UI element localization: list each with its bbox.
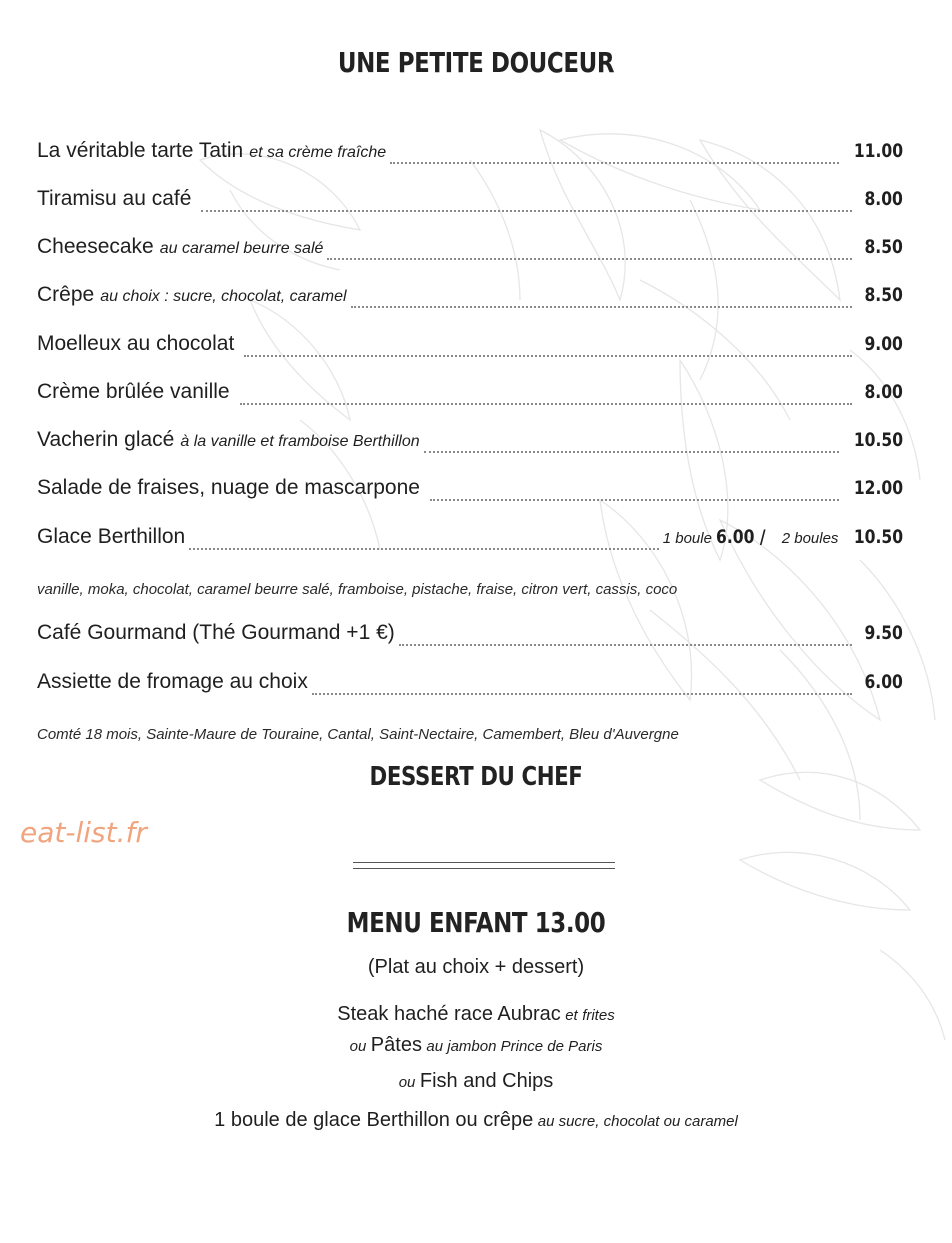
watermark: eat-list.fr bbox=[20, 816, 147, 849]
item-price: 8.50 bbox=[864, 284, 903, 306]
dot-leader bbox=[327, 257, 852, 260]
enfant-steak: Steak haché race Aubrac bbox=[337, 1003, 561, 1025]
enfant-pates-desc: au jambon Prince de Paris bbox=[426, 1038, 603, 1055]
enfant-line-dessert bbox=[0, 1109, 952, 1132]
item-price: 6.00 bbox=[864, 671, 903, 693]
item-name: Crème brûlée vanille bbox=[37, 380, 230, 403]
enfant-subtitle-text: (Plat au choix + dessert) bbox=[367, 956, 585, 978]
item-price: 10.50 bbox=[853, 429, 903, 451]
item-name: Café Gourmand (Thé Gourmand +1 €) bbox=[37, 621, 395, 644]
item-price: 9.50 bbox=[864, 622, 903, 644]
menu-item bbox=[37, 283, 903, 317]
menu-item bbox=[37, 428, 903, 462]
item-name: Tiramisu au café bbox=[37, 187, 192, 210]
enfant-ou: ou bbox=[349, 1038, 367, 1055]
enfant-line-steak bbox=[0, 1003, 952, 1026]
fromage-list: Comté 18 mois, Sainte-Maure de Touraine, Cantal, Saint-Nectaire, Camembert, Bleu d'Auvergne bbox=[37, 726, 679, 743]
enfant-line-fish bbox=[0, 1070, 952, 1093]
dot-leader bbox=[430, 498, 839, 501]
option-price-2: 10.50 bbox=[853, 526, 903, 548]
dot-leader bbox=[390, 161, 839, 164]
option-price-1: 6.00 / bbox=[716, 526, 766, 548]
enfant-et: et bbox=[565, 1007, 578, 1024]
menu-item-cafe bbox=[37, 621, 903, 655]
menu-item bbox=[37, 187, 903, 221]
item-price: 8.50 bbox=[864, 236, 903, 258]
enfant-dessert-desc: au sucre, chocolat ou caramel bbox=[537, 1113, 738, 1130]
menu-item-fromage bbox=[37, 670, 903, 704]
item-name: Vacherin glacé bbox=[37, 428, 175, 451]
menu-item bbox=[37, 332, 903, 366]
menu-item bbox=[37, 380, 903, 414]
item-name: Assiette de fromage au choix bbox=[37, 670, 308, 693]
enfant-fish: Fish and Chips bbox=[419, 1070, 554, 1092]
enfant-subtitle bbox=[0, 956, 952, 979]
dot-leader bbox=[201, 209, 852, 212]
dot-leader bbox=[351, 305, 853, 308]
dot-leader bbox=[189, 547, 658, 550]
item-name: Cheesecake bbox=[37, 235, 154, 258]
item-name: Salade de fraises, nuage de mascarpone bbox=[37, 476, 420, 499]
enfant-dessert: 1 boule de glace Berthillon ou crêpe bbox=[214, 1109, 534, 1131]
section-title-chef: DESSERT DU CHEF bbox=[369, 762, 583, 792]
item-description: et sa crème fraîche bbox=[249, 144, 387, 161]
dot-leader bbox=[399, 643, 852, 646]
section-title-dessert: UNE PETITE DOUCEUR bbox=[337, 46, 615, 79]
dot-leader bbox=[424, 450, 839, 453]
menu-item bbox=[37, 476, 903, 510]
item-price: 8.00 bbox=[864, 188, 903, 210]
enfant-pates: Pâtes bbox=[370, 1034, 422, 1056]
option-label-2: 2 boules bbox=[781, 530, 839, 547]
double-line-divider bbox=[353, 862, 615, 869]
item-description: au choix : sucre, chocolat, caramel bbox=[100, 288, 347, 305]
item-price: 9.00 bbox=[864, 333, 903, 355]
menu-item bbox=[37, 139, 903, 173]
item-price: 8.00 bbox=[864, 381, 903, 403]
item-name: Glace Berthillon bbox=[37, 525, 186, 548]
item-description: à la vanille et framboise Berthillon bbox=[180, 433, 420, 450]
item-price: 12.00 bbox=[853, 477, 903, 499]
item-description: au caramel beurre salé bbox=[159, 240, 324, 257]
item-name: La véritable tarte Tatin bbox=[37, 139, 244, 162]
menu-item bbox=[37, 235, 903, 269]
section-title-enfant: MENU ENFANT 13.00 bbox=[346, 906, 606, 939]
dot-leader bbox=[240, 402, 853, 405]
item-name: Moelleux au chocolat bbox=[37, 332, 235, 355]
enfant-frites: frites bbox=[582, 1007, 615, 1024]
dot-leader bbox=[244, 354, 852, 357]
enfant-ou: ou bbox=[398, 1074, 416, 1091]
glace-flavors: vanille, moka, chocolat, caramel beurre salé, framboise, pistache, fraise, citron vert, cassis, coco bbox=[37, 581, 678, 598]
menu-item-glace bbox=[37, 525, 903, 559]
item-price: 11.00 bbox=[853, 140, 903, 162]
option-label-1: 1 boule bbox=[662, 530, 712, 547]
enfant-line-pates bbox=[0, 1034, 952, 1057]
dot-leader bbox=[312, 692, 852, 695]
item-name: Crêpe bbox=[37, 283, 95, 306]
